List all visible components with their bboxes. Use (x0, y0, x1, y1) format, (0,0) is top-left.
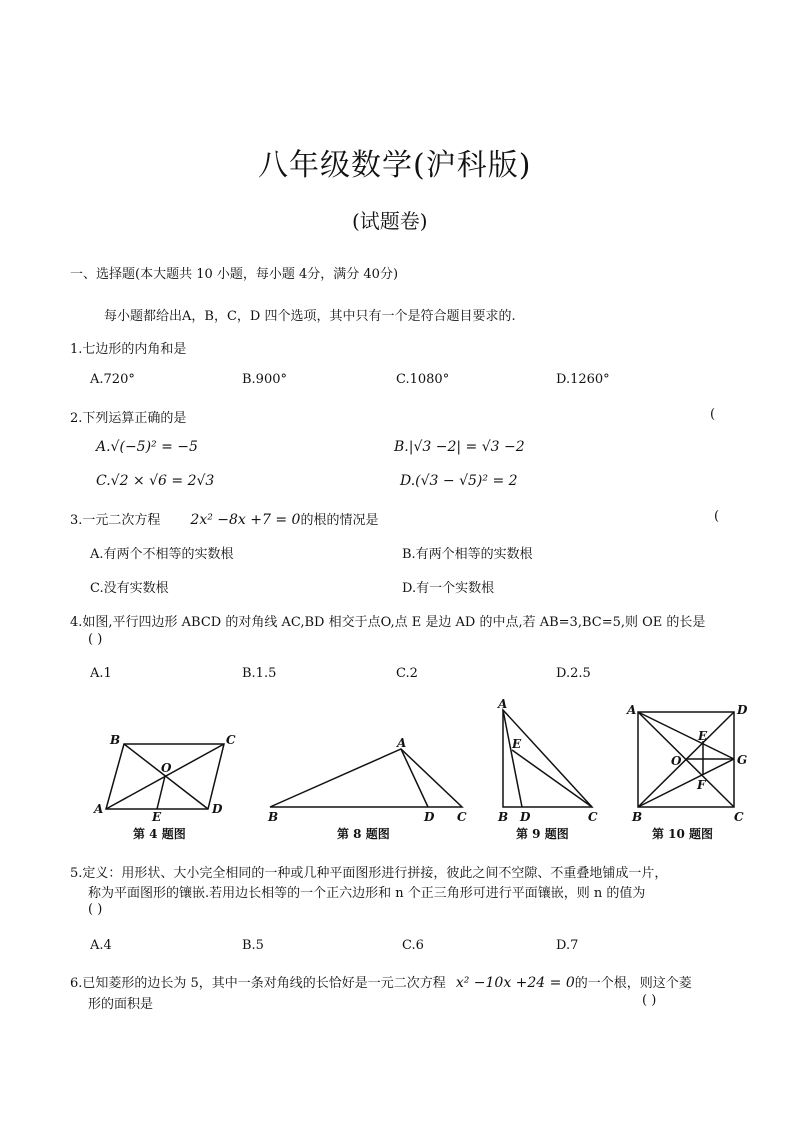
figure-10-label-d: D (737, 703, 748, 717)
figure-10-label-g: G (737, 753, 748, 767)
figure-8-label-d: D (424, 810, 435, 824)
figure-10-segment-ag (638, 712, 734, 759)
question-1-option-c: C.1080° (396, 372, 450, 387)
figure-8-label-b: B (268, 810, 279, 824)
question-1-option-a: A.720° (90, 372, 135, 387)
figure-9-label-e: E (512, 737, 522, 751)
question-5-line-3: ( ) (88, 902, 103, 917)
figure-10-label-a: A (627, 703, 637, 717)
figure-8-label-c: C (457, 810, 467, 824)
figure-8 (267, 736, 467, 841)
figure-9-label-c: C (588, 810, 598, 824)
figure-10-label-f: F (697, 778, 706, 792)
question-4-line-2: ( ) (88, 632, 103, 647)
question-4-option-b: B.1.5 (242, 666, 277, 681)
question-6-paren: ( ) (642, 993, 657, 1008)
question-5-option-a: A.4 (90, 938, 112, 953)
question-3-paren: ( (714, 509, 720, 524)
question-1-option-d: D.1260° (556, 372, 610, 387)
page-title: 八年级数学(沪科版) (258, 148, 532, 183)
figure-8-label-a: A (397, 736, 407, 750)
figure-9-label-a: A (498, 697, 508, 711)
question-1-stem: 1.七边形的内角和是 (70, 342, 187, 357)
page-subtitle: (试题卷) (352, 209, 428, 233)
question-6-stem-end: 的一个根，则这个菱 (574, 976, 692, 991)
question-3-option-b: B.有两个相等的实数根 (402, 547, 533, 562)
question-3-equation: 2x² −8x +7 = 0 (190, 512, 301, 528)
figure-10 (626, 703, 748, 841)
figure-9-label-b: B (498, 810, 509, 824)
figure-8-triangle (270, 749, 462, 807)
question-5-line-2: 称为平面图形的镶嵌.若用边长相等的一个正六边形和 n 个正三角形可进行平面镶嵌，则 n 的值为 (88, 886, 646, 901)
figure-9-caption: 第 9 题图 (516, 827, 569, 841)
figure-10-label-b: B (632, 810, 643, 824)
figure-9-label-d: D (520, 810, 531, 824)
question-2-option-b: B.|√3 −2| = √3 −2 (394, 439, 525, 455)
question-4-option-c: C.2 (396, 666, 418, 681)
question-2-option-d: D.(√3 − √5)² = 2 (400, 473, 518, 489)
figure-8-caption: 第 8 题图 (337, 827, 390, 841)
figure-4-label-e: E (152, 810, 162, 824)
question-4-line-1: 4.如图,平行四边形 ABCD 的对角线 AC,BD 相交于点O,点 E 是边 AD 的中点,若 AB=3,BC=5,则 OE 的长是 (70, 615, 706, 630)
figure-4-caption: 第 4 题图 (133, 827, 186, 841)
question-5-line-1: 5.定义：用形状、大小完全相同的一种或几种平面图形进行拼接，彼此之间不空隙、不重叠地铺成一片， (70, 866, 668, 881)
question-6-line-2: 形的面积是 (88, 997, 154, 1012)
question-2-option-a: A.√(−5)² = −5 (96, 439, 198, 455)
figures-strip (0, 695, 794, 855)
figure-4-label-a: A (94, 802, 104, 816)
question-5-option-d: D.7 (556, 938, 579, 953)
question-6-equation: x² −10x +24 = 0 (455, 975, 575, 991)
question-6-line-1 (70, 972, 692, 991)
question-4-option-d: D.2.5 (556, 666, 591, 681)
figure-10-label-e: E (698, 729, 708, 743)
figure-10-caption: 第 10 题图 (652, 827, 714, 841)
question-3-stem (70, 509, 378, 528)
figure-9-triangle (503, 710, 592, 807)
figure-4-label-b: B (110, 733, 121, 747)
figure-9 (497, 697, 598, 841)
figure-8-segment-ad (401, 749, 428, 807)
question-4-option-a: A.1 (90, 666, 112, 681)
question-2-option-c: C.√2 × √6 = 2√3 (96, 473, 215, 489)
question-5-option-c: C.6 (402, 938, 424, 953)
question-3-stem-end: 的根的情况是 (300, 513, 379, 528)
question-1-option-b: B.900° (242, 372, 287, 387)
question-6-stem-start: 6.已知菱形的边长为 5，其中一条对角线的长恰好是一元二次方程 (70, 976, 446, 991)
figure-9-segment-ec (512, 750, 592, 807)
question-3-option-a: A.有两个不相等的实数根 (90, 547, 234, 562)
figure-10-label-c: C (734, 810, 744, 824)
figure-4-label-o: O (161, 761, 172, 775)
question-3-option-c: C.没有实数根 (90, 581, 169, 596)
figure-4-label-c: C (226, 733, 236, 747)
section-instruction: 每小题都给出A，B，C，D 四个选项，其中只有一个是符合题目要求的. (104, 309, 516, 324)
question-2-paren: ( (710, 407, 716, 422)
figure-4-diagonal-bd (124, 744, 208, 809)
figure-4-label-d: D (212, 802, 223, 816)
figure-10-label-o: O (671, 754, 682, 768)
figure-4 (93, 733, 236, 841)
question-2-stem: 2.下列运算正确的是 (70, 411, 187, 426)
figure-10-segment-bg (638, 759, 734, 807)
question-3-stem-start: 3.一元二次方程 (70, 513, 161, 528)
figure-9-segment-ad (503, 710, 522, 807)
question-5-option-b: B.5 (242, 938, 264, 953)
section-heading: 一、选择题(本大题共 10 小题，每小题 4分，满分 40分) (70, 267, 399, 282)
question-3-option-d: D.有一个实数根 (402, 581, 495, 596)
